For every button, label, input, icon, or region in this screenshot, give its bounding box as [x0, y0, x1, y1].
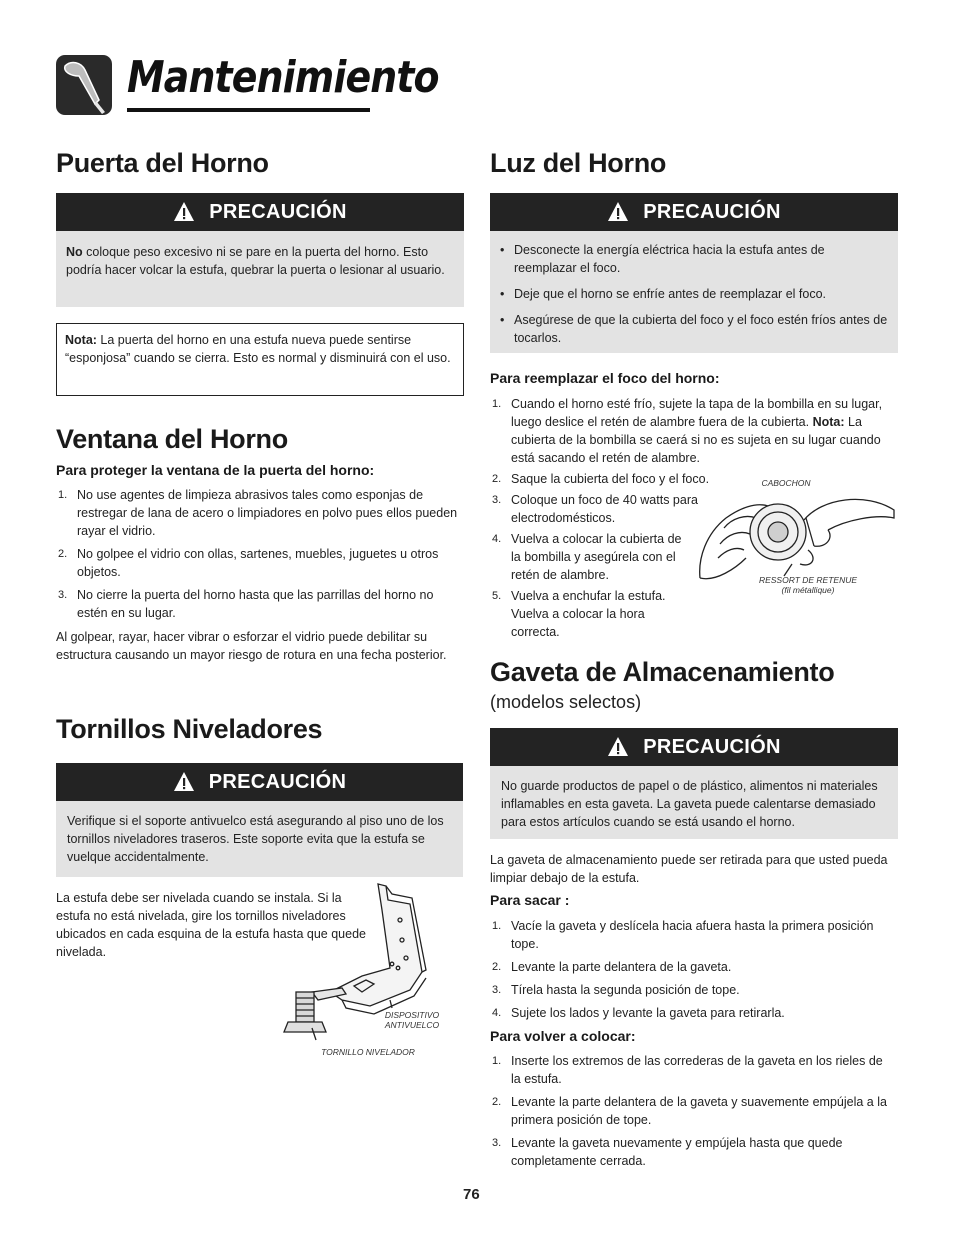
note-label: Nota: [65, 333, 97, 347]
caution-box-puerta [56, 231, 464, 307]
list-item: 2. Levante la parte delantera de la gaveta. [492, 960, 732, 974]
caution-bold-word: No [66, 245, 83, 259]
list-item: 1. Vacíe la gaveta y deslícela hacia afuera hasta la primera posición tope. [492, 919, 874, 951]
ventana-subtitle: Para proteger la ventana de la puerta del horno: [56, 462, 375, 478]
caution-label: PRECAUCIÓN [208, 770, 347, 793]
tornillos-paragraph: La estufa debe ser nivelada cuando se instala. Si la estufa no está nivelada, gire los tornillos niveladores ubicados en cada esquina de la estufa hasta que quede nivelada. [56, 891, 366, 959]
list-item: 3. Tírela hasta la segunda posición de tope. [492, 983, 740, 997]
warning-icon [173, 771, 195, 793]
caution-list [500, 241, 888, 347]
warning-icon [607, 736, 629, 758]
list-item: • Deje que el horno se enfríe antes de reemplazar el foco. [500, 285, 888, 303]
warning-icon [607, 201, 629, 223]
label-ressort: RESSORT DE RETENUE (fil métallique) [758, 575, 858, 595]
list-item: 3. Levante la gaveta nuevamente y empújela hasta que quede completamente cerrada. [492, 1136, 843, 1168]
gaveta-subtitle: (modelos selectos) [490, 692, 642, 712]
caution-box-gaveta [490, 766, 898, 839]
label-tornillo-nivelador: TORNILLO NIVELADOR [321, 1047, 415, 1057]
list-item: 2. Saque la cubierta del foco y el foco. [492, 472, 710, 486]
list-item: 1. No use agentes de limpieza abrasivos tales como esponjas de restregar de lana de acero o limpiadores en polvo pues ellos pueden rayar el vidrio. [58, 488, 458, 538]
gaveta-remove-title: Para sacar : [490, 892, 570, 908]
list-item: 1. Cuando el horno esté frío, sujete la tapa de la bombilla en su lugar, luego deslice el retén de alambre fuera de la cubierta. Nota: La cubierta de la bombilla se caerá si no es sujeta en su lugar cuando está sacando el retén de alambre. [492, 397, 883, 465]
list-item: • Desconecte la energía eléctrica hacia la estufa antes de reemplazar el foco. [500, 241, 888, 277]
page-title: Mantenimiento [127, 52, 439, 103]
bulb-replacement-illustration [696, 488, 900, 588]
ventana-paragraph: Al golpear, rayar, hacer vibrar o esforzar el vidrio puede debilitar su estructura causando un mayor riesgo de rotura en una fecha posterior. [56, 630, 447, 662]
list-item: 3. Coloque un foco de 40 watts para electrodomésticos. [492, 493, 698, 525]
caution-box-tornillos [56, 801, 463, 877]
list-item: 3. No cierre la puerta del horno hasta que las parrillas del horno no estén en su lugar. [58, 588, 434, 620]
gaveta-paragraph: La gaveta de almacenamiento puede ser retirada para que usted pueda limpiar debajo de la estufa. [490, 853, 888, 885]
section-title-tornillos: Tornillos Niveladores [56, 714, 323, 744]
caution-text: coloque peso excesivo ni se pare en la puerta del horno. Esto podría hacer volcar la estufa, quebrar la puerta o lesionar al usuario. [66, 245, 445, 277]
luz-steps [490, 395, 895, 467]
label-cabochon: CABOCHON [761, 478, 811, 488]
section-title-ventana: Ventana del Horno [56, 424, 288, 454]
luz-steps-continued [490, 470, 730, 641]
screwdriver-icon [55, 54, 113, 116]
gaveta-remove-steps [490, 917, 895, 1022]
caution-box-luz [490, 231, 898, 353]
gaveta-replace-title: Para volver a colocar: [490, 1028, 636, 1044]
list-item: 2. No golpee el vidrio con ollas, sartenes, muebles, juguetes u otros objetos. [58, 547, 439, 579]
caution-banner-gaveta [490, 728, 898, 766]
note-text: La puerta del horno en una estufa nueva puede sentirse “esponjosa” cuando se cierra. Esto es normal y disminuirá con el uso. [65, 333, 451, 365]
label-dispositivo: DISPOSITIVO ANTIVUELCO [384, 1010, 440, 1030]
list-item: 1. Inserte los extremos de las correderas de la gaveta en los rieles de la estufa. [492, 1054, 883, 1086]
caution-banner-luz [490, 193, 898, 231]
section-title-luz: Luz del Horno [490, 148, 667, 178]
warning-icon [173, 201, 195, 223]
luz-subtitle: Para reemplazar el foco del horno: [490, 370, 720, 386]
list-item: • Asegúrese de que la cubierta del foco y el foco estén fríos antes de tocarlos. [500, 311, 888, 347]
caution-label: PRECAUCIÓN [643, 200, 781, 223]
title-underline [127, 108, 370, 112]
note-box-puerta [56, 323, 464, 396]
list-item: 5. Vuelva a enchufar la estufa. Vuelva a colocar la hora correcta. [492, 589, 666, 639]
list-item: 4. Sujete los lados y levante la gaveta para retirarla. [492, 1006, 785, 1020]
gaveta-replace-steps [490, 1052, 895, 1170]
list-item: 4. Vuelva a colocar la cubierta de la bombilla y asegúrela con el retén de alambre. [492, 532, 682, 582]
caution-label: PRECAUCIÓN [643, 735, 781, 758]
caution-text: No guarde productos de papel o de plástico, alimentos ni materiales inflamables en esta gaveta. La gaveta puede calentarse demasiado para estos artículos cuando se está usando el horno. [501, 779, 878, 829]
caution-text: Verifique si el soporte antivuelco está asegurando al piso uno de los tornillos niveladores traseros. Este soporte evita que la estufa se vuelque accidentalmente. [67, 814, 444, 864]
list-item: 2. Levante la parte delantera de la gaveta y suavemente empújela a la primera posición de tope. [492, 1095, 887, 1127]
section-title-gaveta: Gaveta de Almacenamiento [490, 657, 835, 687]
caution-label: PRECAUCIÓN [209, 200, 347, 223]
caution-banner-tornillos [56, 763, 463, 801]
caution-banner-puerta [56, 193, 464, 231]
page-number: 76 [463, 1186, 480, 1203]
section-title-puerta: Puerta del Horno [56, 148, 269, 178]
ventana-steps [56, 486, 464, 622]
